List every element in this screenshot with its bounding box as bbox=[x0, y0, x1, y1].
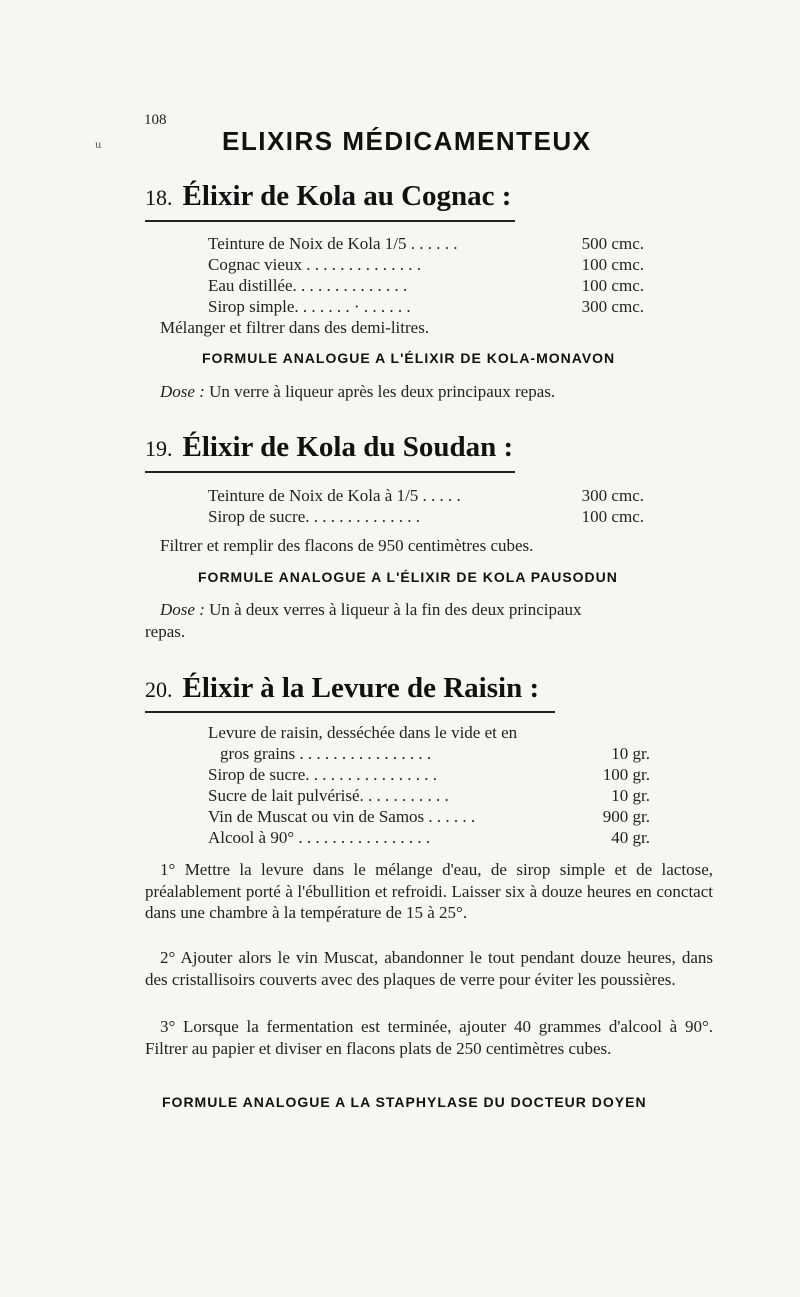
running-head: ELIXIRS MÉDICAMENTEUX bbox=[222, 126, 592, 156]
section-number: 19. bbox=[145, 436, 173, 461]
margin-mark: u bbox=[95, 140, 102, 151]
ingredient-qty: 100 cmc. bbox=[581, 276, 644, 295]
section-20-title bbox=[145, 672, 539, 705]
dose-label: Dose : bbox=[160, 382, 205, 401]
ingredient-qty: 900 gr. bbox=[602, 807, 650, 826]
section-18-title bbox=[145, 180, 511, 213]
ingredient-line: Teinture de Noix de Kola 1/5 . . . . . . bbox=[208, 234, 458, 253]
dose-label: Dose : bbox=[160, 600, 205, 619]
dose-line bbox=[160, 600, 582, 620]
ingredient-line: Vin de Muscat ou vin de Samos . . . . . . bbox=[208, 807, 476, 826]
section-number: 18. bbox=[145, 185, 173, 210]
ingredient-qty: 100 cmc. bbox=[581, 255, 644, 274]
dose-text: Un à deux verres à liqueur à la fin des deux principaux bbox=[209, 600, 582, 619]
ingredient-line: Sirop simple. . . . . . . · . . . . . . bbox=[208, 297, 411, 316]
ingredient-qty: 40 gr. bbox=[611, 828, 650, 847]
instruction: Mélanger et filtrer dans des demi-litres. bbox=[160, 318, 430, 337]
ingredient-qty: 100 cmc. bbox=[581, 507, 644, 526]
page-number: 108 bbox=[144, 112, 167, 128]
section-18-rule bbox=[145, 220, 515, 222]
formule-analogue: FORMULE ANALOGUE A L'ÉLIXIR DE KOLA PAUSODUN bbox=[198, 569, 618, 585]
ingredient-line: Eau distillée. . . . . . . . . . . . . . bbox=[208, 276, 408, 295]
formule-analogue: FORMULE ANALOGUE A L'ÉLIXIR DE KOLA-MONAVON bbox=[202, 350, 616, 366]
ingredient-qty: 300 cmc. bbox=[581, 486, 644, 505]
dose-line bbox=[160, 382, 555, 402]
section-20-rule bbox=[145, 711, 555, 713]
section-19-rule bbox=[145, 471, 515, 473]
step-paragraph-1: 1° Mettre la levure dans le mélange d'eau, de sirop simple et de lactose, préalablement porté à l'ébullition et refroidi. Laisser six à douze heures en conctact dans une chambre à la température de 15 à 25°. bbox=[145, 860, 713, 922]
ingredient-qty: 100 gr. bbox=[602, 765, 650, 784]
formule-analogue: FORMULE ANALOGUE A LA STAPHYLASE DU DOCTEUR DOYEN bbox=[162, 1094, 647, 1110]
ingredient-line: Sirop de sucre. . . . . . . . . . . . . . bbox=[208, 507, 421, 526]
ingredient-qty: 500 cmc. bbox=[581, 234, 644, 253]
section-heading: Élixir de Kola du Soudan : bbox=[182, 431, 514, 463]
ingredient-line: gros grains . . . . . . . . . . . . . . . . bbox=[220, 744, 432, 763]
dose-text: Un verre à liqueur après les deux principaux repas. bbox=[209, 382, 556, 401]
section-heading: Élixir de Kola au Cognac : bbox=[182, 180, 512, 212]
ingredient-qty: 300 cmc. bbox=[581, 297, 644, 316]
ingredient-line: Sucre de lait pulvérisé. . . . . . . . . . . bbox=[208, 786, 449, 805]
instruction: Filtrer et remplir des flacons de 950 centimètres cubes. bbox=[160, 536, 534, 555]
section-heading: Élixir à la Levure de Raisin : bbox=[182, 672, 540, 704]
step-paragraph-2: 2° Ajouter alors le vin Muscat, abandonner le tout pendant douze heures, dans des cristallisoirs couverts avec des plaques de verre pour éviter les poussières. bbox=[145, 948, 713, 989]
ingredient-line: Sirop de sucre. . . . . . . . . . . . . . . . bbox=[208, 765, 438, 784]
ingredient-qty: 10 gr. bbox=[611, 744, 650, 763]
section-19-title bbox=[145, 431, 513, 464]
ingredients-head: Levure de raisin, desséchée dans le vide et en bbox=[208, 723, 518, 742]
section-number: 20. bbox=[145, 677, 173, 702]
ingredient-line: Teinture de Noix de Kola à 1/5 . . . . . bbox=[208, 486, 461, 505]
ingredient-qty: 10 gr. bbox=[611, 786, 650, 805]
ingredient-line: Alcool à 90° . . . . . . . . . . . . . . . . bbox=[208, 828, 431, 847]
step-paragraph-3: 3° Lorsque la fermentation est terminée, ajouter 40 grammes d'alcool à 90°. Filtrer au papier et diviser en flacons plats de 250 centimètres cubes. bbox=[145, 1017, 713, 1058]
ingredient-line: Cognac vieux . . . . . . . . . . . . . . bbox=[208, 255, 421, 274]
dose-text-continued: repas. bbox=[145, 622, 186, 641]
